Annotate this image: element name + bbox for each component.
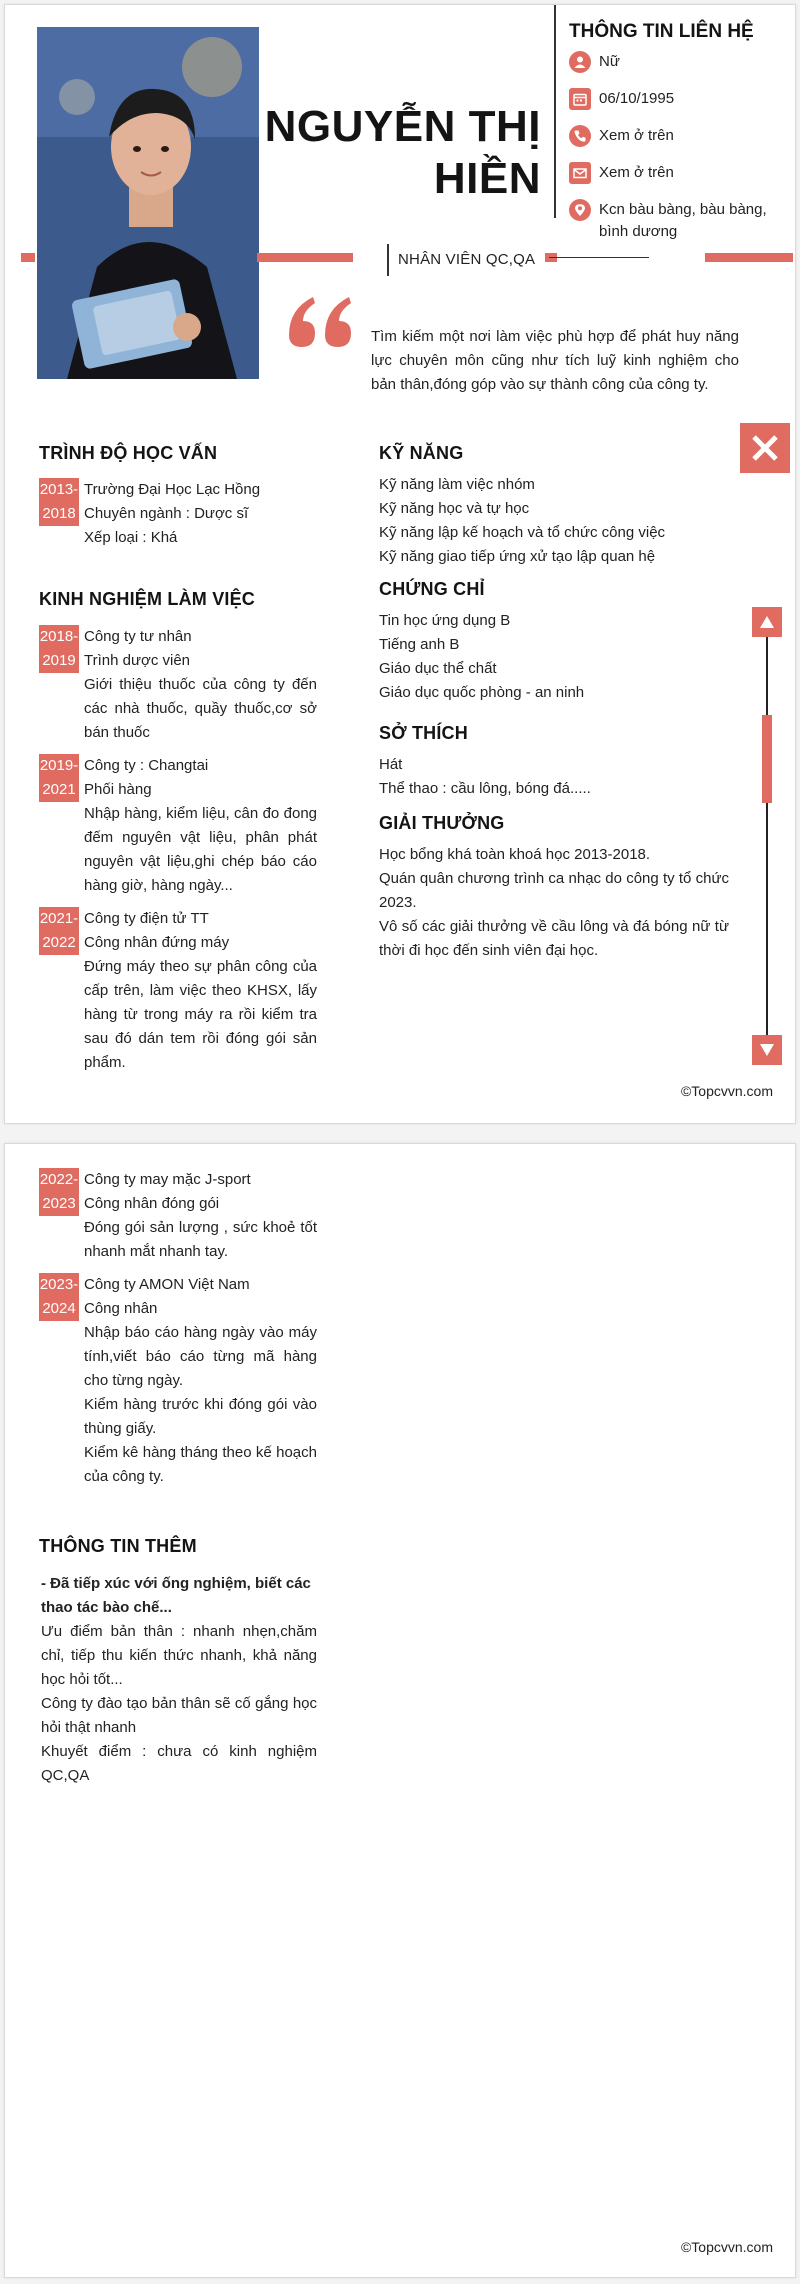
experience-entry	[39, 625, 317, 745]
contact-address-value: Kcn bàu bàng, bàu bàng, bình dương	[599, 201, 767, 240]
year-start: 2022-	[39, 1168, 79, 1192]
additional-info-line: Ưu điểm bản thân : nhanh nhẹn,chăm chỉ, tiếp thu kiến thức nhanh, khả năng học hỏi tốt...	[41, 1623, 317, 1688]
contact-address	[569, 199, 789, 243]
education-entry	[39, 478, 317, 550]
experience-company: Công ty điện tử TT	[84, 910, 209, 927]
education-list	[39, 478, 317, 559]
experience-role: Công nhân đóng gói	[84, 1195, 220, 1212]
skills-list	[379, 473, 729, 569]
profile-photo-illustration	[37, 27, 259, 379]
year-end: 2024	[39, 1297, 79, 1321]
scroll-track[interactable]	[766, 637, 768, 1039]
year-end: 2021	[39, 778, 79, 802]
year-start: 2013-	[39, 478, 79, 502]
additional-info-heading: - Đã tiếp xúc với ống nghiệm, biết các thao tác bào chế...	[41, 1575, 311, 1616]
contact-section-title: THÔNG TIN LIÊN HỆ	[569, 21, 754, 42]
experience-years	[39, 754, 79, 898]
experience-entry	[39, 1273, 317, 1489]
awards-title: GIẢI THƯỞNG	[379, 813, 505, 833]
experience-company: Công ty may mặc J-sport	[84, 1171, 251, 1188]
header-bar-left	[21, 253, 35, 262]
contact-email	[569, 162, 789, 184]
contact-email-value: Xem ở trên	[599, 164, 674, 181]
award-item: Học bổng khá toàn khoá học 2013-2018.	[379, 846, 651, 863]
experience-company: Công ty : Changtai	[84, 757, 209, 774]
hobbies-list	[379, 753, 729, 801]
scroll-down-button[interactable]	[752, 1035, 782, 1065]
year-start: 2018-	[39, 625, 79, 649]
location-icon	[569, 199, 591, 221]
year-start: 2019-	[39, 754, 79, 778]
career-objective: Tìm kiếm một nơi làm việc phù hợp để phát huy năng lực chuyên môn cũng như tích luỹ kinh nghiệm cho bản thân,đóng góp vào sự thành công của công ty.	[371, 328, 739, 393]
experience-description: Đóng gói sản lượng , sức khoẻ tốt nhanh mắt nhanh tay.	[84, 1219, 317, 1260]
certificate-item: Giáo dục quốc phòng - an ninh	[379, 684, 585, 701]
education-school: Trường Đại Học Lạc Hồng	[84, 481, 261, 498]
year-end: 2022	[39, 931, 79, 955]
additional-info-line: Công ty đào tạo bản thân sẽ cố gắng học hỏi thật nhanh	[41, 1695, 317, 1736]
experience-role: Công nhân	[84, 1300, 158, 1317]
contact-phone-value: Xem ở trên	[599, 127, 674, 144]
candidate-name	[263, 101, 541, 205]
skills-title: KỸ NĂNG	[379, 443, 464, 463]
experience-description: Giới thiệu thuốc của công ty đến các nhà thuốc, quầy thuốc,cơ sở bán thuốc	[84, 676, 317, 741]
hobby-item: Thể thao : cầu lông, bóng đá.....	[379, 780, 591, 797]
skill-item: Kỹ năng lập kế hoạch và tổ chức công việc	[379, 524, 666, 541]
year-end: 2019	[39, 649, 79, 673]
additional-info-line: Khuyết điểm : chưa có kinh nghiệm QC,QA	[41, 1743, 317, 1784]
skill-item: Kỹ năng làm việc nhóm	[379, 476, 535, 493]
certificate-item: Tiếng anh B	[379, 636, 460, 653]
close-button[interactable]	[740, 423, 790, 473]
close-icon	[749, 432, 781, 464]
experience-list-page-1	[39, 625, 317, 1084]
certificates-title: CHỨNG CHỈ	[379, 579, 485, 599]
phone-icon	[569, 125, 591, 147]
arrow-down-icon	[758, 1042, 776, 1058]
skill-item: Kỹ năng giao tiếp ứng xử tạo lập quan hệ	[379, 548, 656, 565]
experience-list-page-2	[39, 1168, 317, 1498]
header-bar-right	[705, 253, 793, 262]
position-divider	[387, 244, 389, 276]
header-bar-mid	[257, 253, 353, 262]
profile-photo	[37, 27, 259, 379]
experience-entry	[39, 907, 317, 1075]
education-title: TRÌNH ĐỘ HỌC VẤN	[39, 443, 218, 463]
contact-list	[569, 51, 789, 258]
contact-gender	[569, 51, 789, 73]
year-start: 2021-	[39, 907, 79, 931]
experience-entry	[39, 754, 317, 898]
arrow-up-icon	[758, 614, 776, 630]
contact-divider	[554, 5, 556, 218]
experience-years	[39, 625, 79, 745]
experience-company: Công ty AMON Việt Nam	[84, 1276, 250, 1293]
certificates-list	[379, 609, 729, 705]
job-position: NHÂN VIÊN QC,QA	[398, 251, 536, 268]
contact-birthday	[569, 88, 789, 110]
award-item: Quán quân chương trình ca nhạc do công ty tổ chức 2023.	[379, 870, 729, 911]
experience-years	[39, 907, 79, 1075]
additional-info-title: THÔNG TIN THÊM	[39, 1536, 197, 1556]
experience-company: Công ty tư nhân	[84, 628, 192, 645]
contact-gender-value: Nữ	[599, 53, 620, 70]
experience-title: KINH NGHIỆM LÀM VIỆC	[39, 589, 256, 609]
cv-page-2	[4, 1143, 796, 2278]
experience-years	[39, 1273, 79, 1489]
user-icon	[569, 51, 591, 73]
award-item: Vô số các giải thưởng về cầu lông và đá bóng nữ từ thời đi học đến sinh viên đại học.	[379, 918, 729, 959]
year-start: 2023-	[39, 1273, 79, 1297]
experience-entry	[39, 1168, 317, 1264]
quote-icon	[285, 295, 359, 355]
footer-credit: ©Topcvvn.com	[680, 1083, 773, 1099]
experience-description: Nhập hàng, kiểm liệu, cân đo đong đếm nguyên vật liệu, phân phát nguyên vật liệu,ghi chép báo cáo hàng giờ, hàng ngày...	[84, 805, 317, 894]
cv-page-1	[4, 4, 796, 1124]
education-major: Chuyên ngành : Dược sĩ	[84, 505, 249, 522]
certificate-item: Giáo dục thể chất	[379, 660, 497, 677]
hobby-item: Hát	[379, 756, 403, 773]
year-end: 2018	[39, 502, 79, 526]
scroll-thumb[interactable]	[762, 715, 772, 803]
experience-description-line: Kiểm kê hàng tháng theo kế hoạch của công ty.	[84, 1444, 317, 1485]
candidate-name-line-1: NGUYỄN THỊ	[264, 102, 541, 151]
certificate-item: Tin học ứng dụng B	[379, 612, 511, 629]
education-grade: Xếp loại : Khá	[84, 529, 178, 546]
additional-info	[41, 1572, 317, 1788]
experience-role: Trình dược viên	[84, 652, 191, 669]
education-years	[39, 478, 79, 550]
experience-description: Đứng máy theo sự phân công của cấp trên, làm việc theo KHSX, lấy hàng từ trong máy ra rồi kiểm tra sau đó dán tem rồi đóng gói sản phẩm.	[84, 958, 317, 1071]
skill-item: Kỹ năng học và tự học	[379, 500, 530, 517]
scroll-up-button[interactable]	[752, 607, 782, 637]
contact-phone	[569, 125, 789, 147]
experience-role: Phối hàng	[84, 781, 152, 798]
email-icon	[569, 162, 591, 184]
experience-description-line: Kiểm hàng trước khi đóng gói vào thùng giấy.	[84, 1396, 317, 1437]
hobbies-title: SỞ THÍCH	[379, 723, 468, 743]
calendar-icon	[569, 88, 591, 110]
awards-list	[379, 843, 729, 963]
year-end: 2023	[39, 1192, 79, 1216]
position-line	[549, 257, 649, 258]
experience-years	[39, 1168, 79, 1264]
experience-description-line: Nhập báo cáo hàng ngày vào máy tính,viết báo cáo từng mã hàng cho từng ngày.	[84, 1324, 317, 1389]
candidate-name-line-2: HIỀN	[433, 154, 541, 203]
footer-credit: ©Topcvvn.com	[680, 2239, 773, 2255]
contact-birthday-value: 06/10/1995	[599, 90, 675, 107]
experience-role: Công nhân đứng máy	[84, 934, 230, 951]
